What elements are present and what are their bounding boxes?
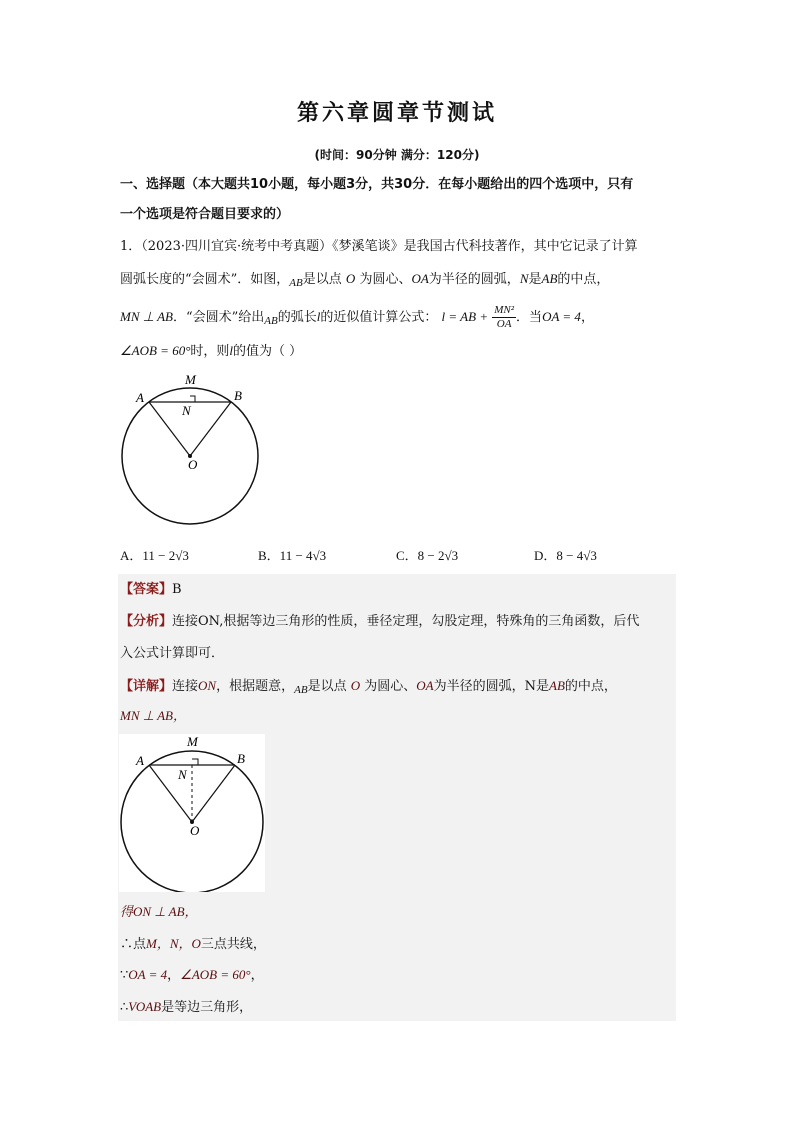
detail-text: 的中点，	[564, 679, 617, 694]
section-heading-line1: 一、选择题（本大题共10小题，每小题3分，共30分．在每小题给出的四个选项中，只有	[120, 177, 634, 192]
option-label: C．	[396, 548, 418, 563]
q-text: ．当	[516, 310, 543, 325]
detail-tag: 【详解】	[120, 679, 173, 694]
label-m: M	[185, 372, 196, 387]
detail-line1	[120, 677, 617, 696]
solution-figure	[119, 734, 265, 892]
step4-line	[120, 998, 252, 1017]
formula-numerator: MN²	[494, 304, 515, 316]
formula-denominator: OA	[496, 318, 512, 330]
detail-line2: MN ⊥ AB，	[120, 708, 186, 723]
detail-text: 是以点	[307, 679, 347, 694]
option-a[interactable]	[120, 545, 189, 564]
option-value: 11 − 4√3	[279, 548, 327, 563]
q-text: 圆弧长度的“会圆术”．如图，	[120, 272, 290, 287]
step-text: ，	[167, 968, 181, 983]
step-text: ∵	[120, 968, 129, 983]
option-value: 8 − 4√3	[556, 548, 597, 563]
label-b: B	[234, 388, 242, 403]
analysis-text: 连接ON,根据等边三角形的性质，垂径定理，勾股定理，特殊角的三角函数，后代	[172, 614, 640, 629]
point-n: N	[519, 271, 529, 286]
step1-text: 得ON ⊥ AB，	[120, 904, 198, 919]
var-l: l	[229, 343, 234, 358]
q-text: 的中点，	[557, 272, 610, 287]
label-b: B	[237, 751, 245, 766]
step-text: ∴点	[120, 937, 147, 952]
option-value: 8 − 2√3	[417, 548, 459, 563]
segment-ab: AB	[549, 678, 565, 693]
step1-line	[120, 903, 198, 922]
option-label: A．	[120, 548, 143, 563]
q-text: ，	[580, 310, 594, 325]
label-a: A	[136, 390, 144, 405]
question-line3	[120, 300, 594, 334]
label-o: O	[188, 457, 198, 472]
formula-fraction	[492, 304, 516, 331]
q-text: 是以点	[302, 272, 342, 287]
point-o: O	[345, 271, 356, 286]
label-m: M	[187, 734, 198, 749]
step2-line	[120, 935, 266, 954]
formula-lhs: l = AB +	[441, 309, 489, 324]
q-text: ．“会圆术”给出	[172, 310, 265, 325]
page-subtitle: (时间：90分钟 满分：120分)	[314, 148, 480, 162]
detail-text: 为半径的圆弧，N是	[433, 679, 549, 694]
arc-ab: AB	[264, 315, 278, 327]
oa-equals-4: OA = 4	[128, 967, 168, 982]
q-text: 的近似值计算公式：	[320, 310, 438, 325]
step-text: 三点共线，	[200, 937, 266, 952]
label-o: O	[190, 823, 200, 838]
segment-ob-line	[190, 402, 231, 456]
var-l: l	[316, 309, 321, 324]
label-n: N	[182, 403, 191, 418]
option-b[interactable]	[258, 545, 326, 564]
detail-text: 连接	[172, 679, 199, 694]
mn-perp-ab: MN ⊥ AB	[120, 309, 173, 324]
right-angle-mark	[190, 396, 195, 402]
option-label: D．	[534, 548, 557, 563]
label-a: A	[136, 753, 144, 768]
detail-text: 为圆心、	[364, 679, 417, 694]
question-line2	[120, 270, 609, 289]
detail-text: ，根据题意，	[216, 679, 295, 694]
question-figure	[118, 368, 268, 526]
segment-on: ON	[198, 678, 217, 693]
arc-ab: AB	[294, 684, 308, 696]
page-title: 第六章圆章节测试	[296, 101, 497, 126]
oa-equals-4: OA = 4	[542, 309, 581, 324]
q-text: 的弧长	[277, 310, 317, 325]
answer-tag: 【答案】	[120, 582, 173, 597]
question-line1: 1．（2023·四川宜宾·统考中考真题）《梦溪笔谈》是我国古代科技著作，其中它记录了计算	[120, 239, 638, 254]
q-text: 是	[528, 272, 542, 287]
answer-line	[120, 581, 182, 599]
analysis-tag: 【分析】	[120, 614, 173, 629]
segment-ab: AB	[541, 271, 558, 286]
q-text: 为圆心、	[359, 272, 412, 287]
step-text: ，	[250, 968, 264, 983]
option-label: B．	[258, 548, 280, 563]
points-mno: M，N，O	[146, 936, 201, 951]
option-d[interactable]	[534, 545, 597, 564]
angle-aob: ∠AOB = 60°	[180, 967, 251, 982]
segment-oa: OA	[416, 678, 434, 693]
option-value: 11 − 2√3	[142, 548, 189, 563]
answer-value: B	[172, 582, 182, 597]
right-angle-mark	[192, 759, 198, 765]
angle-aob: ∠AOB = 60°	[120, 343, 191, 358]
triangle-oab: VOAB	[128, 999, 162, 1014]
q-text: 为半径的圆弧，	[428, 272, 520, 287]
point-o: O	[350, 678, 361, 693]
arc-ab: AB	[289, 277, 303, 289]
step-text: 是等边三角形，	[161, 1000, 253, 1015]
segment-oa: OA	[411, 271, 429, 286]
section-heading-line2: 一个选项是符合题目要求的）	[120, 207, 290, 222]
q-text: 的值为（ ）	[233, 344, 303, 359]
q-text: 时，则	[190, 344, 230, 359]
segment-ob-line	[192, 765, 235, 822]
question-line4	[120, 342, 302, 361]
option-c[interactable]	[396, 545, 458, 564]
step3-line	[120, 966, 264, 985]
step-text: ∴	[120, 1000, 129, 1015]
analysis-line2: 入公式计算即可．	[120, 646, 225, 661]
analysis-line1	[120, 613, 639, 631]
label-n: N	[178, 767, 187, 782]
